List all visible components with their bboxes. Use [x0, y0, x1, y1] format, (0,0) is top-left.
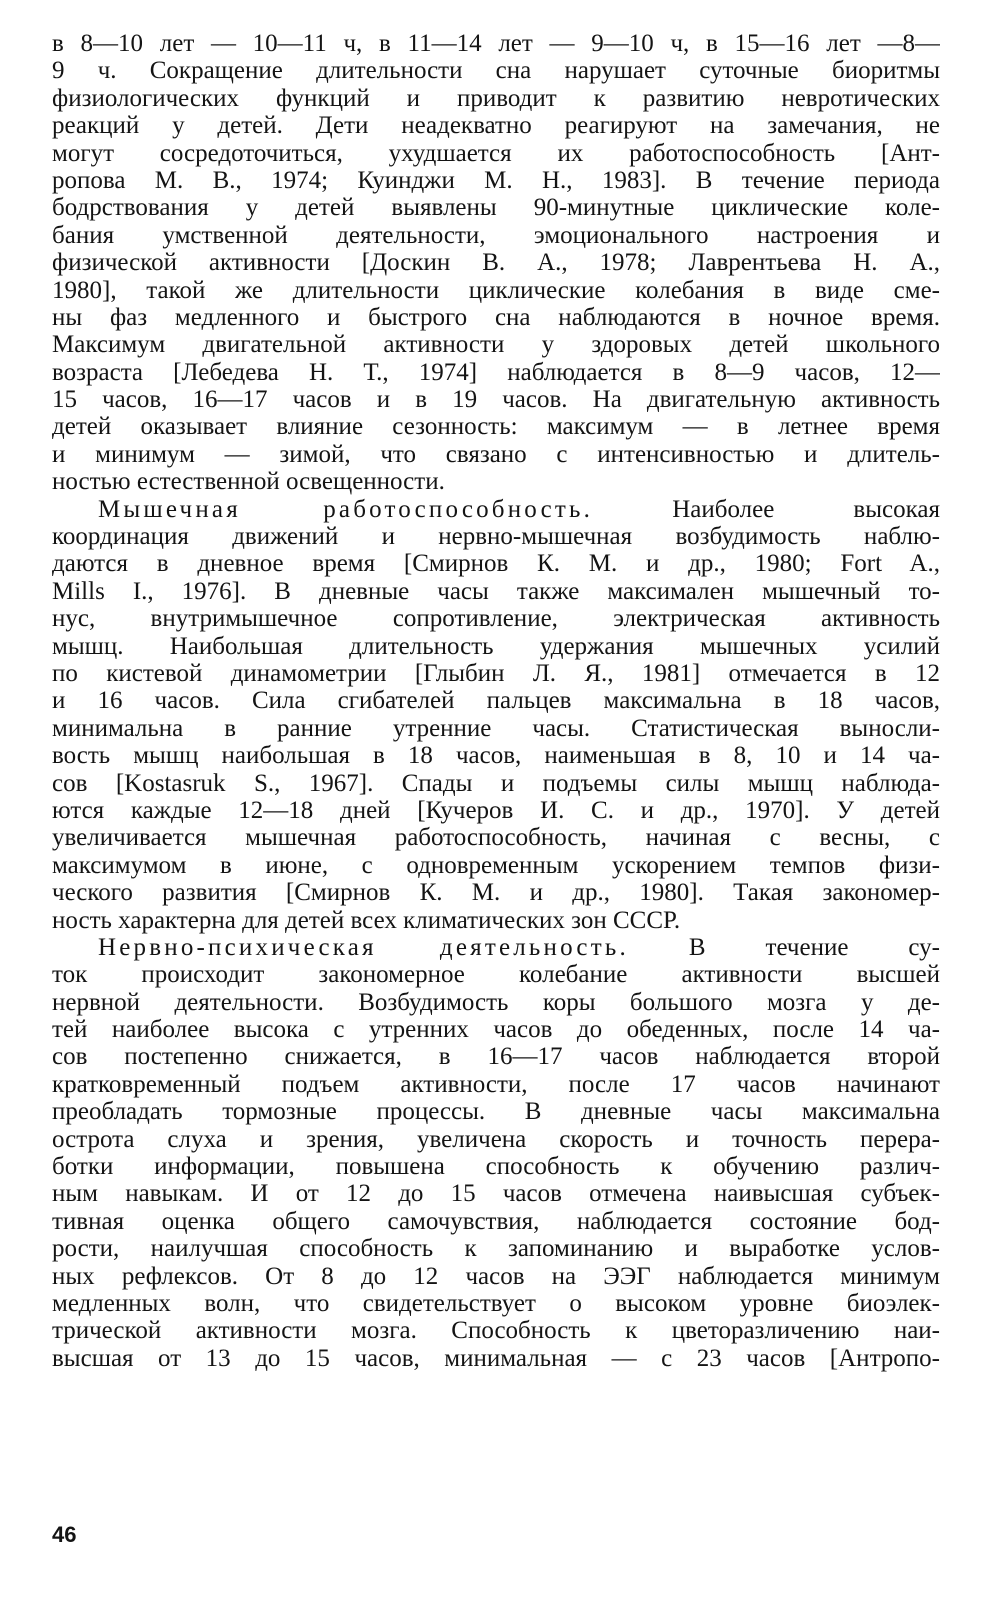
text-line: ческого развития [Смирнов К. М. и др., 1980]. Такая закономер- — [52, 879, 940, 907]
text-line: ностью естественной освещенности. — [52, 468, 445, 496]
text-line: преобладать тормозные процессы. В дневные часы максимальна — [52, 1098, 940, 1126]
text-line: по кистевой динамометрии [Глыбин Л. Я., 1981] отмечается в 12 — [52, 659, 940, 687]
text-fragment: Наиболее высокая — [672, 495, 940, 523]
paragraph-first-line — [52, 496, 940, 523]
text-line: 9 ч. Сокращение длительности сна нарушает суточные биоритмы — [52, 57, 940, 85]
section-heading: Нервно-психическая деятельность. — [98, 933, 629, 961]
text-line: нус, внутримышечное сопротивление, электрическая активность — [52, 605, 940, 633]
text-line: кратковременный подъем активности, после 17 часов начинают — [52, 1070, 940, 1098]
text-line: увеличивается мышечная работоспособность, начиная с весны, с — [52, 824, 940, 852]
text-line: тей наиболее высока с утренних часов до обеденных, после 14 ча- — [52, 1016, 940, 1044]
text-line: ным навыкам. И от 12 до 15 часов отмечена наивысшая субъек- — [52, 1180, 940, 1208]
text-line: ны фаз медленного и быстрого сна наблюдаются в ночное время. — [52, 303, 940, 331]
text-line: возраста [Лебедева Н. Т., 1974] наблюдается в 8—9 часов, 12— — [52, 358, 940, 386]
text-line: сов постепенно снижается, в 16—17 часов наблюдается второй — [52, 1043, 940, 1071]
text-line: координация движений и нервно-мышечная возбудимость наблю- — [52, 523, 940, 551]
text-line: ных рефлексов. От 8 до 12 часов на ЭЭГ наблюдается минимум — [52, 1262, 940, 1290]
text-line: и 16 часов. Сила сгибателей пальцев максимальна в 18 часов, — [52, 687, 940, 715]
text-line: нервной деятельности. Возбудимость коры большого мозга у де- — [52, 988, 940, 1016]
text-line: острота слуха и зрения, увеличена скорость и точность перера- — [52, 1125, 940, 1153]
text-line: физической активности [Доскин В. А., 1978; Лаврентьева Н. А., — [52, 249, 940, 277]
text-line: тивная оценка общего самочувствия, наблюдается состояние бод- — [52, 1207, 940, 1235]
text-line: бодрствования у детей выявлены 90-минутные циклические коле- — [52, 194, 940, 222]
text-line: ропова М. В., 1974; Куинджи М. Н., 1983]. В течение периода — [52, 166, 940, 194]
text-line: сов [Kostasruk S., 1967]. Спады и подъемы силы мышц наблюда- — [52, 769, 940, 797]
text-line: в 8—10 лет — 10—11 ч, в 11—14 лет — 9—10 ч, в 15—16 лет —8— — [52, 30, 940, 57]
text-line: физиологических функций и приводит к развитию невротических — [52, 84, 940, 112]
text-line: вость мышц наибольшая в 18 часов, наименьшая в 8, 10 и 14 ча- — [52, 742, 940, 770]
text-line: бания умственной деятельности, эмоционального настроения и — [52, 221, 940, 249]
text-line: могут сосредоточиться, ухудшается их работоспособность [Ант- — [52, 139, 940, 167]
text-line: трической активности мозга. Способность к цветоразличению наи- — [52, 1317, 940, 1345]
text-line: даются в дневное время [Смирнов К. М. и др., 1980; Fort A., — [52, 550, 940, 578]
text-line: ются каждые 12—18 дней [Кучеров И. С. и др., 1970]. У детей — [52, 796, 940, 824]
page-number: 46 — [52, 1522, 77, 1547]
text-line: рости, наилучшая способность к запоминанию и выработке услов- — [52, 1235, 940, 1263]
text-line: ток происходит закономерное колебание активности высшей — [52, 961, 940, 989]
text-line: детей оказывает влияние сезонность: максимум — в летнее время — [52, 413, 940, 441]
text-line: ность характерна для детей всех климатических зон СССР. — [52, 906, 681, 934]
text-line: 1980], такой же длительности циклические колебания в виде сме- — [52, 276, 940, 304]
text-line: и минимум — зимой, что связано с интенсивностью и длитель- — [52, 440, 940, 468]
text-line: ботки информации, повышена способность к обучению различ- — [52, 1153, 940, 1181]
text-line: минимальна в ранние утренние часы. Статистическая выносли- — [52, 714, 940, 742]
text-line: максимумом в июне, с одновременным ускорением темпов физи- — [52, 851, 940, 879]
text-line: Mills I., 1976]. В дневные часы также максимален мышечный то- — [52, 577, 940, 605]
text-line: мышц. Наибольшая длительность удержания мышечных усилий — [52, 632, 940, 660]
text-line: медленных волн, что свидетельствует о высоком уровне биоэлек- — [52, 1289, 940, 1317]
paragraph-first-line — [52, 934, 940, 961]
text-fragment: В течение су- — [688, 933, 940, 961]
text-line: высшая от 13 до 15 часов, минимальная — с 23 часов [Антропо- — [52, 1344, 940, 1372]
paragraph-sleep — [52, 30, 940, 496]
paragraph-neuropsychic-activity — [52, 934, 940, 1372]
text-line: Максимум двигательной активности у здоровых детей школьного — [52, 331, 940, 359]
text-line: 15 часов, 16—17 часов и в 19 часов. На двигательную активность — [52, 386, 940, 414]
paragraph-muscular-performance — [52, 496, 940, 934]
text-line: реакций у детей. Дети неадекватно реагируют на замечания, не — [52, 112, 940, 140]
section-heading: Мышечная работоспособность. — [98, 495, 594, 523]
body-text — [52, 30, 940, 1372]
